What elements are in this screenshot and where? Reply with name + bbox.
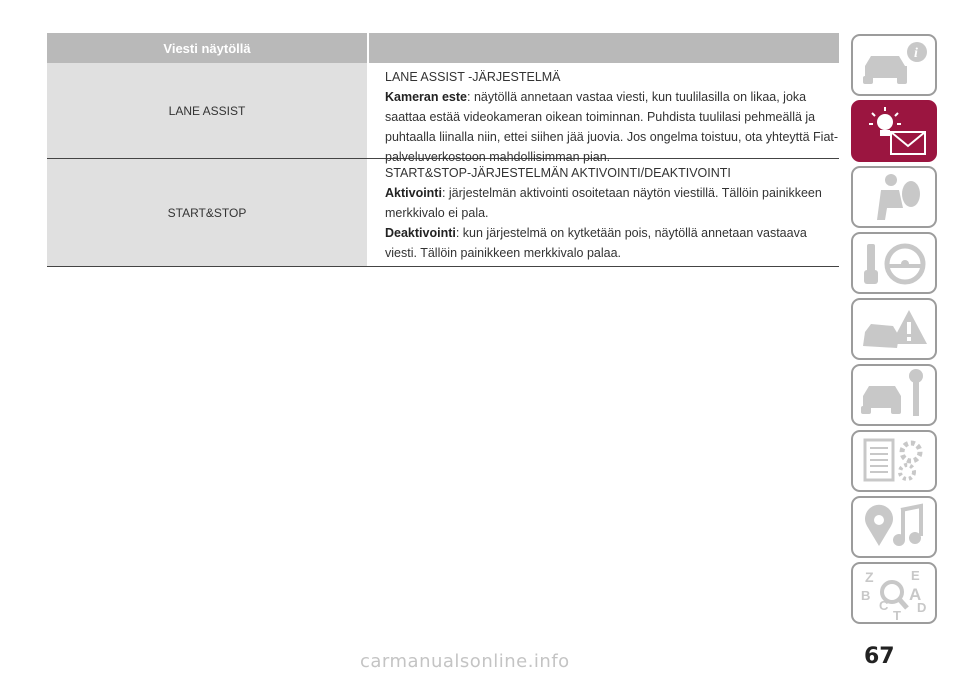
svg-text:i: i [914, 46, 918, 61]
message-description [369, 63, 839, 164]
chapter-tab-multimedia[interactable] [851, 496, 937, 558]
bold-term: Aktivointi [385, 186, 442, 200]
chapter-tab-maintenance[interactable] [851, 364, 937, 426]
chapter-tab-starting-driving[interactable] [851, 232, 937, 294]
row-title: START&STOP-JÄRJESTELMÄN AKTIVOINTI/DEAKTIVOINTI [385, 166, 731, 180]
index-search-icon [857, 566, 931, 620]
car-info-icon [857, 38, 931, 92]
chapter-tab-safety[interactable] [851, 166, 937, 228]
key-steering-wheel-icon [857, 236, 931, 290]
multimedia-music-icon [857, 500, 931, 554]
message-description [369, 159, 839, 266]
header-message-column: Viesti näytöllä [47, 33, 367, 63]
chapter-tab-warning-lights[interactable] [851, 100, 937, 162]
row-body [385, 87, 839, 167]
header-description-column [369, 33, 839, 63]
index-letter: Z [865, 569, 874, 585]
chapter-sidebar [851, 34, 939, 628]
chapter-tab-emergency[interactable] [851, 298, 937, 360]
index-letter: D [917, 600, 927, 615]
car-crash-warning-icon [857, 302, 931, 356]
body-text: : kun järjestelmä on kytketään pois, näytöllä annetaan vastaava viesti. Tällöin painikkeen merkkivalo palaa. [385, 226, 807, 260]
table-row [47, 159, 839, 267]
bold-term: Deaktivointi [385, 226, 456, 240]
specifications-gears-icon [857, 434, 931, 488]
chapter-tab-technical-data[interactable] [851, 430, 937, 492]
index-letter: A [909, 585, 922, 604]
chapter-tab-index[interactable] [851, 562, 937, 624]
index-letter: C [879, 598, 889, 613]
body-text: : järjestelmän aktivointi osoitetaan näytön viestillä. Tällöin painikkeen merkkivalo ei pala. [385, 186, 822, 220]
seat-airbag-icon [857, 170, 931, 224]
row-body [385, 223, 839, 263]
index-letter: B [861, 588, 871, 603]
row-title: LANE ASSIST -JÄRJESTELMÄ [385, 70, 561, 84]
message-table [47, 33, 839, 267]
table-row [47, 63, 839, 164]
message-name: LANE ASSIST [47, 63, 367, 158]
table-header [47, 33, 839, 63]
message-name: START&STOP [47, 159, 367, 266]
car-tools-icon [857, 368, 931, 422]
page-number: 67 [864, 644, 895, 669]
chapter-tab-car-info[interactable] [851, 34, 937, 96]
warning-light-message-icon [857, 104, 931, 158]
body-text: : näytöllä annetaan vastaa viesti, kun tuulilasilla on likaa, joka saattaa estää videokameran oikean toiminnan. Puhdista tuulilasi pehmeällä ja puhtaalla liinalla niin, ettei siihen jää juovia. Jos ongelma toistuu, ota yhteyttä Fiat-palveluverkostoon mahdollisimman pian. [385, 90, 839, 164]
watermark: carmanualsonline.info [360, 651, 570, 672]
index-letter: E [911, 568, 920, 583]
index-letter: T [893, 608, 901, 620]
row-body [385, 183, 839, 223]
bold-term: Kameran este [385, 90, 467, 104]
